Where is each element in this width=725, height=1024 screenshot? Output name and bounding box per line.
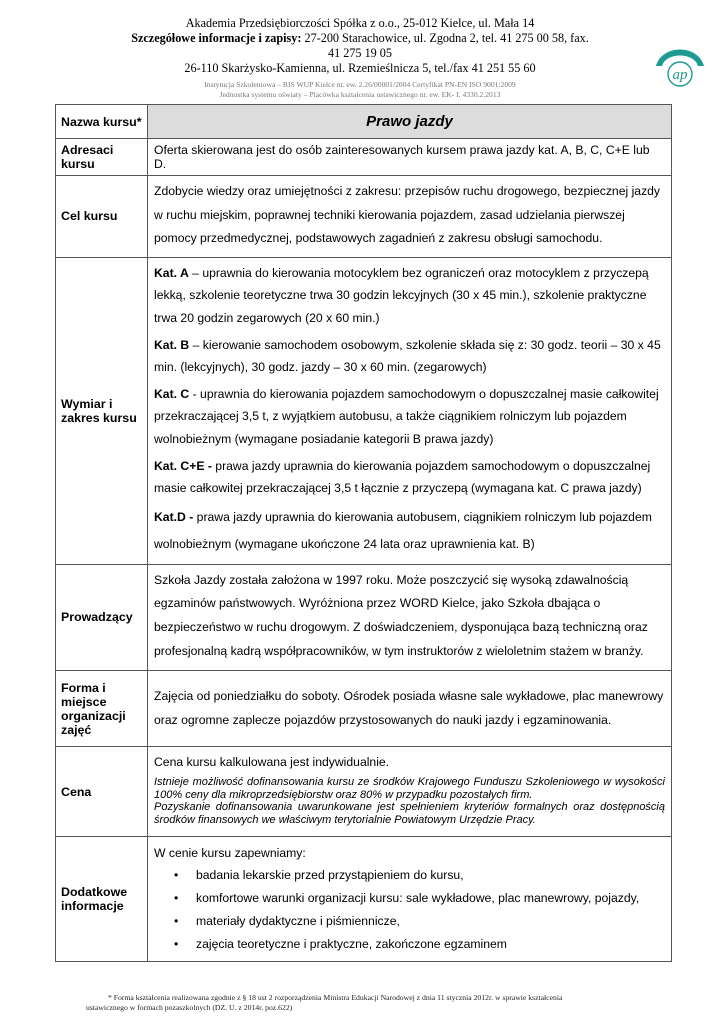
logo-text: ap xyxy=(672,67,688,83)
provider-text: Szkoła Jazdy została założona w 1997 roku. Może poszczycić się wysoką zdawalnością egzaminów państwowych. Wyróżniona przez WORD Kielce, jako Szkoła dbająca o bezpieczeństwo w ruchu drogowym. Z doświadczeniem, dysponująca bazą techniczną oraz profesjonalną kadrą współpracowników, w tym instruktorów z wieloletnim stażem w branży. xyxy=(148,564,672,670)
list-item: • materiały dydaktyczne i piśmiennicze, xyxy=(154,910,665,933)
label-form: Forma i miejsce organizacji zajęć xyxy=(56,671,148,747)
label-provider: Prowadzący xyxy=(56,564,148,670)
price-funding-condition: Pozyskanie dofinansowania uwarunkowane jest spełnieniem kryteriów formalnych oraz dostępnością środków finansowych we właściwym terytorialnie Powiatowym Urzędzie Pracy. xyxy=(154,801,665,826)
price-cell xyxy=(148,747,672,837)
price-text: Cena kursu kalkulowana jest indywidualnie. xyxy=(154,755,390,770)
additional-cell xyxy=(148,837,672,962)
scope-cat-a-name: Kat. A xyxy=(154,265,189,280)
row-additional xyxy=(56,837,672,962)
label-scope: Wymiar i zakres kursu xyxy=(56,257,148,564)
header-contact-label: Szczegółowe informacje i zapisy: xyxy=(131,31,302,45)
row-audience xyxy=(56,139,672,176)
label-audience: Adresaci kursu xyxy=(56,139,148,176)
scope-cat-b xyxy=(154,334,665,379)
audience-text: Oferta skierowana jest do osób zainteresowanych kursem prawa jazdy kat. A, B, C, C+E lub D. xyxy=(148,139,672,176)
footnote-line1: * Forma kształcenia realizowana zgodnie z § 18 ust 2 rozporządzenia Ministra Edukacji Narodowej z dnia 11 stycznia 2012r. w sprawie kształcenia xyxy=(108,993,563,1002)
row-form xyxy=(56,671,672,747)
price-funding-note: Istnieje możliwość dofinansowania kursu ze środków Krajowego Funduszu Szkoleniowego w wysokości 100% ceny dla mikroprzedsiębiorstw oraz 80% w przypadku pozostałych firm. xyxy=(154,776,665,801)
header-accreditation xyxy=(80,80,640,99)
scope-cat-c-name: Kat. C xyxy=(154,386,190,401)
header-line-contact xyxy=(80,31,640,46)
scope-cat-a-text: – uprawnia do kierowania motocyklem bez ograniczeń oraz motocyklem z przyczepą lekką, szkolenie teoretyczne trwa 30 godzin lekcyjnych (30 x 45 min.), szkolenie praktyczne trwa 20 godzin zegarowych (20 x 60 min.) xyxy=(154,265,649,325)
label-course-name: Nazwa kursu* xyxy=(56,105,148,139)
row-price xyxy=(56,747,672,837)
company-logo-icon xyxy=(652,40,708,90)
scope-cat-b-text: – kierowanie samochodem osobowym, szkolenie składa się z: 30 godz. teorii – 30 x 45 min. (lekcyjnych), 30 godz. jazdy – 30 x 60 min. (zegarowych) xyxy=(154,337,661,375)
list-item: • zajęcia teoretyczne i praktyczne, zakończone egzaminem xyxy=(154,933,665,956)
goal-text: Zdobycie wiedzy oraz umiejętności z zakresu: przepisów ruchu drogowego, bezpiecznej jazdy w ruchu miejskim, poprawnej techniki kierowania pojazdem, zasad udzielania pierwszej pomocy przedmedycznej, podstawowych zagadnień z zakresu obsługi samochodu. xyxy=(148,176,672,258)
row-goal xyxy=(56,176,672,258)
course-table xyxy=(55,104,672,962)
scope-cat-d-text: prawa jazdy uprawnia do kierowania autobusem, ciągnikiem rolniczym lub pojazdem wolnobieżnym (wymagane ukończone 24 lata oraz uprawnienia kat. B) xyxy=(154,509,652,551)
row-provider xyxy=(56,564,672,670)
scope-cat-c-text: - uprawnia do kierowania pojazdem samochodowym o dopuszczalnej masie całkowitej przekraczającej 3,5 t, z wyjątkiem autobusu, a także ciągnikiem rolniczym lub pojazdem wolnobieżnym (wymagane posiadanie kategorii B prawa jazdy) xyxy=(154,386,659,446)
course-title: Prawo jazdy xyxy=(148,105,672,139)
document-header xyxy=(80,16,640,99)
scope-cat-d xyxy=(154,504,665,558)
header-accreditation-line1: Instytucja Szkoleniowa – RIS WUP Kielce nr. ew. 2.26/00001/2004 Certyfikat PN-EN ISO 9001:2009 xyxy=(204,80,516,89)
additional-intro: W cenie kursu zapewniamy: xyxy=(154,846,306,861)
row-scope xyxy=(56,257,672,564)
list-item: • badania lekarskie przed przystąpieniem do kursu, xyxy=(154,864,665,887)
scope-cell xyxy=(148,257,672,564)
header-contact-address: 27-200 Starachowice, ul. Zgodna 2, tel. 41 275 00 58, fax. xyxy=(301,31,589,45)
header-accreditation-line2: Jednostka systemu oświaty – Placówka kształcenia ustawicznego nr. ew. EK- I. 4330.2.2013 xyxy=(219,89,501,99)
scope-cat-ce-name: Kat. C+E - xyxy=(154,458,212,473)
label-goal: Cel kursu xyxy=(56,176,148,258)
scope-cat-d-name: Kat.D - xyxy=(154,509,194,524)
form-text: Zajęcia od poniedziałku do soboty. Ośrodek posiada własne sale wykładowe, plac manewrowy oraz ogromne zaplecze pojazdów przystosowanych do nauki jazdy i egzaminowania. xyxy=(148,671,672,747)
row-course-name xyxy=(56,105,672,139)
footnote xyxy=(86,993,686,1013)
footnote-line2: ustawicznego w formach pozaszkolnych (DZ. U. z 2014r. poz.622) xyxy=(86,1003,293,1012)
list-item: • komfortowe warunki organizacji kursu: sale wykładowe, plac manewrowy, pojazdy, xyxy=(154,887,665,910)
header-line-company: Akademia Przedsiębiorczości Spółka z o.o., 25-012 Kielce, ul. Mała 14 xyxy=(185,16,535,30)
scope-cat-a xyxy=(154,262,665,330)
additional-list xyxy=(154,864,665,956)
scope-cat-b-name: Kat. B xyxy=(154,337,190,352)
scope-cat-ce xyxy=(154,455,665,500)
label-additional: Dodatkowe informacje xyxy=(56,837,148,962)
label-price: Cena xyxy=(56,747,148,837)
scope-cat-c xyxy=(154,383,665,451)
header-line-branch: 26-110 Skarżysko-Kamienna, ul. Rzemieślnicza 5, tel./fax 41 251 55 60 xyxy=(184,61,536,75)
scope-cat-ce-text: prawa jazdy uprawnia do kierowania pojazdem samochodowym o dopuszczalnej masie całkowitej przekraczającej 3,5 t łącznie z przyczepą (wymagana kat. C prawa jazdy) xyxy=(154,458,651,496)
header-line-fax: 41 275 19 05 xyxy=(328,46,392,60)
